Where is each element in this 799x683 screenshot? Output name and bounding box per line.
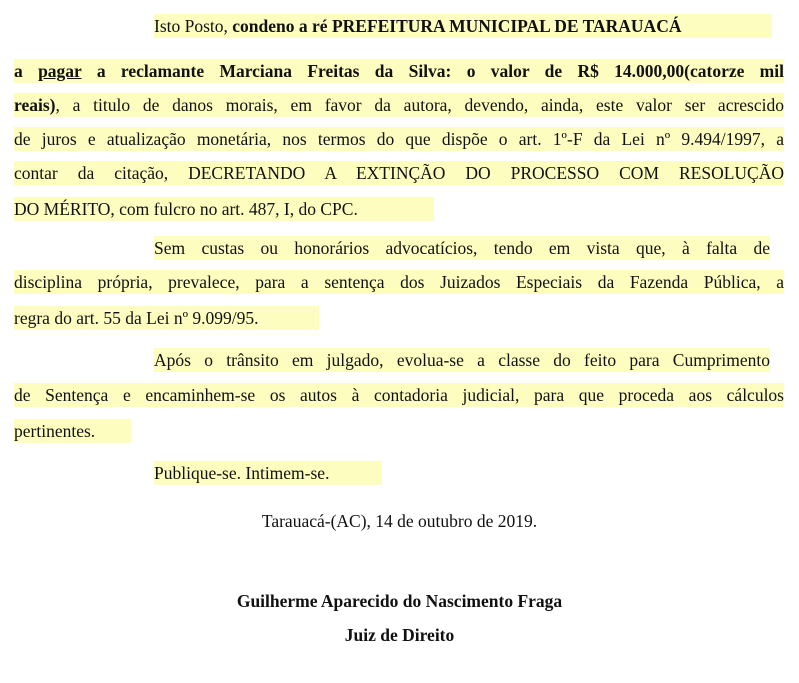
para3-line1: Após o trânsito em julgado, evolua-se a classe do feito para Cumprimento <box>154 350 770 370</box>
para4-closing: Publique-se. Intimem-se. <box>154 461 382 485</box>
para1-line3 <box>14 93 784 117</box>
para1-line3-bold: reais) <box>14 95 56 115</box>
para1-line1-bold1: condeno a ré <box>232 16 332 36</box>
place-date: Tarauacá-(AC), 14 de outubro de 2019. <box>261 511 538 531</box>
para1-line2 <box>14 59 784 83</box>
para1-line3-rest: , a titulo de danos morais, em favor da autora, devendo, ainda, este valor ser acrescido <box>55 95 784 115</box>
para2-line1: Sem custas ou honorários advocatícios, tendo em vista que, à falta de <box>154 238 770 258</box>
para2-line3: regra do art. 55 da Lei nº 9.099/95. <box>14 306 319 330</box>
para1-line2-a: a <box>14 61 39 81</box>
para1-line1-pre: Isto Posto, <box>154 16 233 36</box>
para1-line6: DO MÉRITO, com fulcro no art. 487, I, do CPC. <box>14 197 434 221</box>
signature-name: Guilherme Aparecido do Nascimento Fraga <box>236 591 563 611</box>
para1-line4: de juros e atualização monetária, nos termos do que dispõe o art. 1º-F da Lei nº 9.494/1997, a <box>14 129 784 149</box>
para1-line1 <box>154 14 772 38</box>
para3-line2: de Sentença e encaminhem-se os autos à contadoria judicial, para que proceda aos cálculos <box>14 385 784 405</box>
para2-line2: disciplina própria, prevalece, para a sentença dos Juizados Especiais da Fazenda Pública, a <box>14 272 784 292</box>
para1-line2-rest: a reclamante Marciana Freitas da Silva: o valor de R$ 14.000,00(catorze mil <box>81 61 784 81</box>
pagar-underlined: pagar <box>38 61 82 81</box>
defendant-name: PREFEITURA MUNICIPAL DE TARAUACÁ <box>331 16 682 36</box>
para1-line5: contar da citação, DECRETANDO A EXTINÇÃO DO PROCESSO COM RESOLUÇÃO <box>14 163 784 183</box>
para3-line3: pertinentes. <box>14 419 131 443</box>
signature-title: Juiz de Direito <box>344 625 455 645</box>
